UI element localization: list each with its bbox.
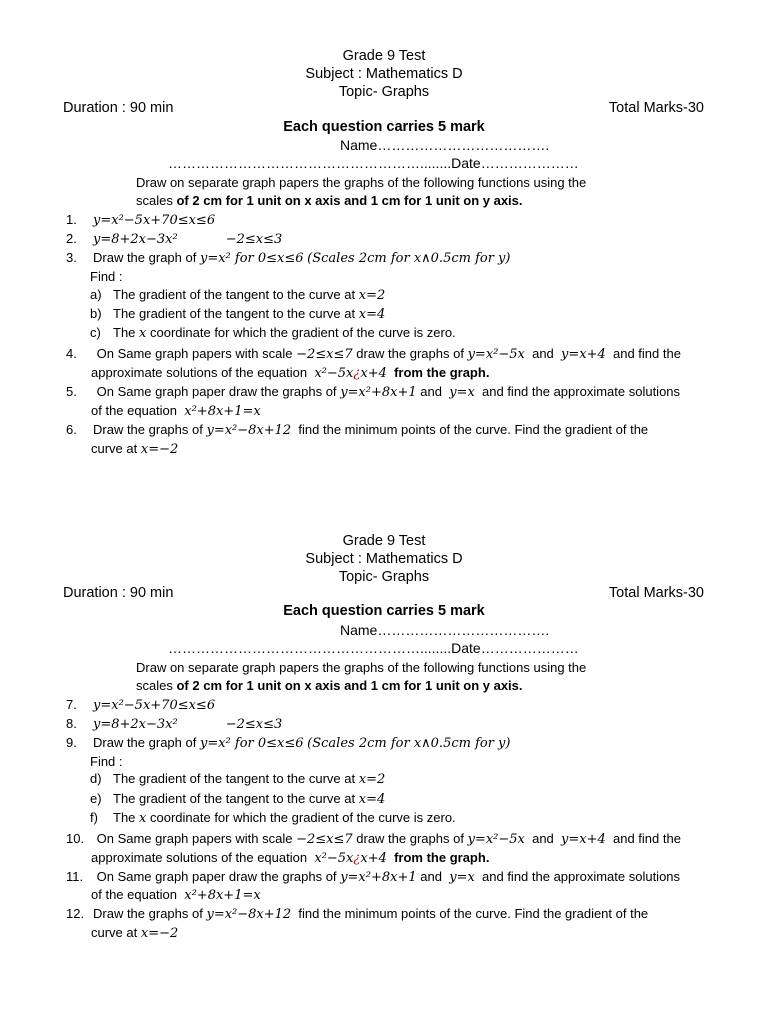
marks-note: Each question carries 5 mark	[283, 119, 485, 135]
test-subject: Subject : Mathematics D	[305, 66, 463, 82]
math-expression: y=x²−5x+70≤x≤6	[93, 698, 216, 713]
sub-text: The gradient of the tangent to the curve at	[113, 791, 356, 806]
sub-label: a)	[90, 287, 102, 302]
question-text: Draw the graphs of	[93, 422, 203, 437]
question-text: approximate solutions of the equation	[91, 850, 308, 865]
math-variable: x	[139, 811, 147, 826]
math-expression: y=x+4	[561, 832, 606, 847]
sub-question-d	[90, 771, 385, 787]
test-subject: Subject : Mathematics D	[305, 551, 463, 567]
sub-label: d)	[90, 771, 102, 786]
date-field: ………………………………………………........Date…………………	[168, 640, 579, 656]
test-section-2	[0, 485, 768, 965]
instructions-line-1: Draw on separate graph papers the graphs of the following functions using the	[136, 660, 587, 675]
question-text: of the equation	[91, 887, 178, 902]
question-number: 1.	[66, 212, 77, 227]
sub-label: c)	[90, 325, 101, 340]
test-section-1	[0, 0, 768, 480]
question-11	[66, 867, 726, 887]
math-expression: y=x	[449, 870, 475, 885]
question-number: 2.	[66, 231, 77, 246]
question-10-line-2	[66, 848, 751, 868]
question-number: 12.	[66, 906, 85, 921]
question-text: Draw the graphs of	[93, 906, 203, 921]
math-expression: x²+8x+1=x	[184, 888, 261, 903]
find-label: Find :	[90, 269, 123, 284]
question-text: from the graph.	[394, 365, 490, 380]
test-topic: Topic- Graphs	[338, 84, 430, 100]
math-expression: y=x²−5x+70≤x≤6	[93, 213, 216, 228]
question-text: draw the graphs of	[356, 831, 464, 846]
math-expression: y=x²−8x+12	[206, 423, 292, 438]
sub-text: The gradient of the tangent to the curve at	[113, 287, 356, 302]
question-text: and find the approximate solutions	[482, 869, 681, 884]
sub-text: The	[113, 325, 136, 340]
math-domain: −2≤x≤3	[225, 717, 283, 732]
question-6-line-2	[66, 439, 751, 459]
question-number: 11.	[66, 869, 84, 884]
instructions-scale-spec: of 2 cm for 1 unit on x axis and 1 cm for 1 unit on y axis.	[176, 193, 523, 208]
sub-label: e)	[90, 791, 102, 806]
math-expression: x²+8x+1=x	[184, 404, 261, 419]
instructions-line-2	[136, 676, 736, 695]
question-number: 6.	[66, 422, 77, 437]
marks-note: Each question carries 5 mark	[283, 603, 485, 619]
question-10	[66, 829, 726, 849]
sub-text: The gradient of the tangent to the curve at	[113, 771, 356, 786]
question-1	[66, 210, 726, 230]
math-expression: y=x²−8x+12	[206, 907, 292, 922]
math-expression: x=−2	[140, 442, 179, 457]
test-topic: Topic- Graphs	[338, 569, 430, 585]
question-text: On Same graph papers with scale	[96, 346, 293, 361]
question-text: and	[420, 384, 442, 399]
question-3	[66, 248, 726, 268]
math-expression: −2≤x≤7	[296, 347, 353, 362]
math-expression: y=8+2x−3x²	[93, 232, 178, 247]
math-expression: y=x²+8x+1	[340, 870, 417, 885]
sub-text: The	[113, 810, 136, 825]
question-text: curve at	[91, 925, 138, 940]
question-number: 3.	[66, 250, 77, 265]
math-expression: y=x²−5x	[467, 832, 525, 847]
question-4-line-2	[66, 363, 751, 383]
question-text: and	[532, 346, 554, 361]
find-label: Find :	[90, 754, 123, 769]
question-number: 7.	[66, 697, 77, 712]
sub-text: The gradient of the tangent to the curve at	[113, 306, 356, 321]
question-8	[66, 714, 726, 734]
test-title: Grade 9 Test	[342, 533, 426, 549]
math-scale: (Scales 2cm for x∧0.5cm for y)	[307, 736, 511, 751]
question-text: and find the	[613, 346, 681, 361]
sub-question-b	[90, 306, 385, 322]
question-text: draw the graphs of	[356, 346, 464, 361]
math-expression: x=4	[358, 792, 386, 807]
duration: Duration : 90 min	[63, 100, 174, 116]
question-2	[66, 229, 726, 249]
math-scale: (Scales 2cm for x∧0.5cm for y)	[307, 251, 511, 266]
math-expression: y=x²+8x+1	[340, 385, 417, 400]
date-field: ………………………………………………........Date…………………	[168, 155, 579, 171]
question-text: find the minimum points of the curve. Find the gradient of the	[298, 906, 649, 921]
math-expression: x=2	[358, 772, 386, 787]
question-number: 8.	[66, 716, 77, 731]
sub-question-f	[90, 810, 456, 826]
math-expression: y=8+2x−3x²	[93, 717, 178, 732]
question-number: 9.	[66, 735, 77, 750]
question-5	[66, 382, 726, 402]
math-expression: x²−5x	[314, 851, 354, 866]
question-text: of the equation	[91, 403, 178, 418]
question-text: and	[420, 869, 442, 884]
question-text: approximate solutions of the equation	[91, 365, 308, 380]
math-expression: y=x²−5x	[467, 347, 525, 362]
question-7	[66, 695, 726, 715]
question-text: On Same graph papers with scale	[96, 831, 293, 846]
math-expression: x=−2	[140, 926, 179, 941]
sub-question-e	[90, 791, 385, 807]
math-expression: y=x² for 0≤x≤6	[199, 736, 304, 751]
instructions-scale-spec: of 2 cm for 1 unit on x axis and 1 cm for 1 unit on y axis.	[176, 678, 523, 693]
total-marks: Total Marks-30	[608, 100, 704, 116]
question-4	[66, 344, 726, 364]
total-marks: Total Marks-30	[608, 585, 704, 601]
sub-question-a	[90, 287, 385, 303]
question-text: and find the approximate solutions	[482, 384, 681, 399]
name-field: Name……………………………….	[340, 622, 550, 638]
question-text: On Same graph paper draw the graphs of	[96, 869, 337, 884]
question-text: Draw the graph of	[93, 735, 197, 750]
math-variable: x	[139, 326, 147, 341]
math-expression: x+4	[360, 851, 387, 866]
sub-question-c	[90, 325, 456, 341]
question-5-line-2	[66, 401, 751, 421]
question-12	[66, 904, 726, 924]
math-expression: x²−5x	[314, 366, 354, 381]
instructions-scales-word: scales	[136, 678, 173, 693]
math-expression: x=4	[358, 307, 386, 322]
question-text: and	[532, 831, 554, 846]
question-6	[66, 420, 726, 440]
question-number: 5.	[66, 384, 77, 399]
test-title: Grade 9 Test	[342, 48, 426, 64]
question-text: find the minimum points of the curve. Find the gradient of the	[298, 422, 649, 437]
question-12-line-2	[66, 923, 751, 943]
math-expression: x=2	[358, 288, 386, 303]
instructions-line-1: Draw on separate graph papers the graphs of the following functions using the	[136, 175, 587, 190]
question-text: and find the	[613, 831, 681, 846]
question-text: curve at	[91, 441, 138, 456]
duration: Duration : 90 min	[63, 585, 174, 601]
question-11-line-2	[66, 885, 751, 905]
name-field: Name……………………………….	[340, 137, 550, 153]
math-expression: y=x	[449, 385, 475, 400]
math-expression: x+4	[360, 366, 387, 381]
question-9	[66, 733, 726, 753]
question-number: 10.	[66, 831, 85, 846]
question-text: On Same graph paper draw the graphs of	[96, 384, 337, 399]
question-text: Draw the graph of	[93, 250, 197, 265]
math-expression: −2≤x≤7	[296, 832, 353, 847]
instructions-scales-word: scales	[136, 193, 173, 208]
math-expression: y=x+4	[561, 347, 606, 362]
sub-label: f)	[90, 810, 98, 825]
math-expression: y=x² for 0≤x≤6	[199, 251, 304, 266]
broken-symbol: ¿	[353, 366, 361, 381]
math-domain: −2≤x≤3	[225, 232, 283, 247]
instructions-line-2	[136, 191, 736, 210]
question-text: from the graph.	[394, 850, 490, 865]
broken-symbol: ¿	[353, 851, 361, 866]
sub-label: b)	[90, 306, 102, 321]
sub-text: coordinate for which the gradient of the curve is zero.	[150, 325, 456, 340]
question-number: 4.	[66, 346, 77, 361]
sub-text: coordinate for which the gradient of the curve is zero.	[150, 810, 456, 825]
